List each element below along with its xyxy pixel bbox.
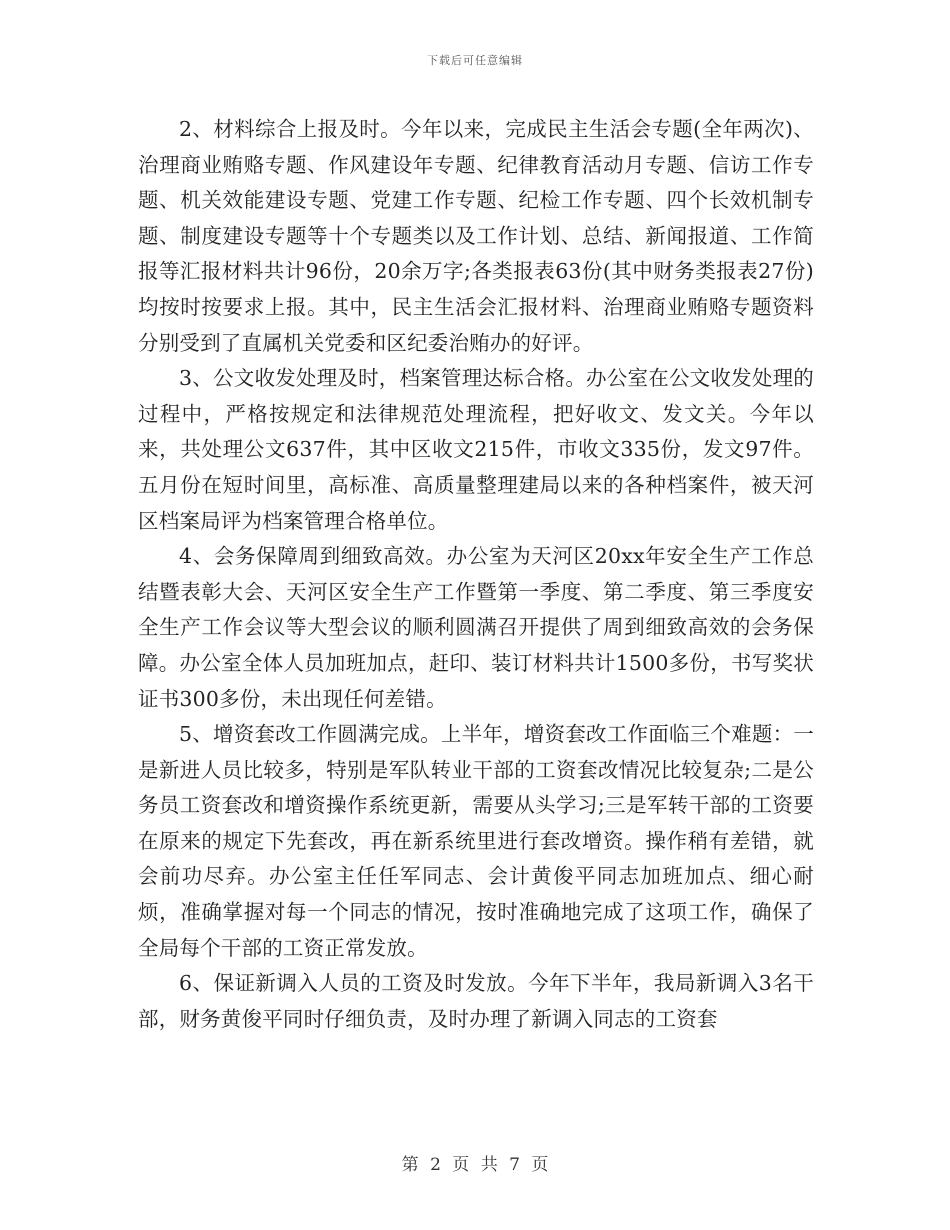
page-header: 下载后可任意编辑: [427, 54, 523, 67]
paragraph-item-6: 6、保证新调入人员的工资及时发放。今年下半年，我局新调入3名干部，财务黄俊平同时仔细负责，及时办理了新调入同志的工资套: [138, 971, 814, 1031]
paragraph-item-5: 5、增资套改工作圆满完成。上半年，增资套改工作面临三个难题：一是新进人员比较多，特别是军队转业干部的工资套改情况比较复杂;二是公务员工资套改和增资操作系统更新，需要从头学习;三是军转干部的工资要在原来的规定下先套改，再在新系统里进行套改增资。操作稍有差错，就会前功尽弃。办公室主任任军同志、会计黄俊平同志加班加点、细心耐烦，准确掌握对每一个同志的情况，按时准确地完成了这项工作，确保了全局每个干部的工资正常发放。: [138, 722, 814, 960]
paragraph-item-4: 4、会务保障周到细致高效。办公室为天河区20xx年安全生产工作总结暨表彰大会、天河区安全生产工作暨第一季度、第二季度、第三季度安全生产工作会议等大型会议的顺利圆满召开提供了周到细致高效的会务保障。办公室全体人员加班加点，赶印、装订材料共计1500多份，书写奖状证书300多份，未出现任何差错。: [138, 544, 814, 711]
paragraph-item-2: 2、材料综合上报及时。今年以来，完成民主生活会专题(全年两次)、治理商业贿赂专题、作风建设年专题、纪律教育活动月专题、信访工作专题、机关效能建设专题、党建工作专题、纪检工作专题、四个长效机制专题、制度建设专题等十个专题类以及工作计划、总结、新闻报道、工作简报等汇报材料共计96份，20余万字;各类报表63份(其中财务类报表27份)均按时按要求上报。其中，民主生活会汇报材料、治理商业贿赂专题资料分别受到了直属机关党委和区纪委治贿办的好评。: [138, 117, 814, 355]
document-body: [138, 112, 814, 1037]
paragraph-item-3: 3、公文收发处理及时，档案管理达标合格。办公室在公文收发处理的过程中，严格按规定和法律规范处理流程，把好收文、发文关。今年以来，共处理公文637件，其中区收文215件，市收文335份，发文97件。五月份在短时间里，高标准、高质量整理建局以来的各种档案件，被天河区档案局评为档案管理合格单位。: [138, 366, 814, 533]
page-number-footer: 第 2 页 共 7 页: [401, 1155, 549, 1175]
